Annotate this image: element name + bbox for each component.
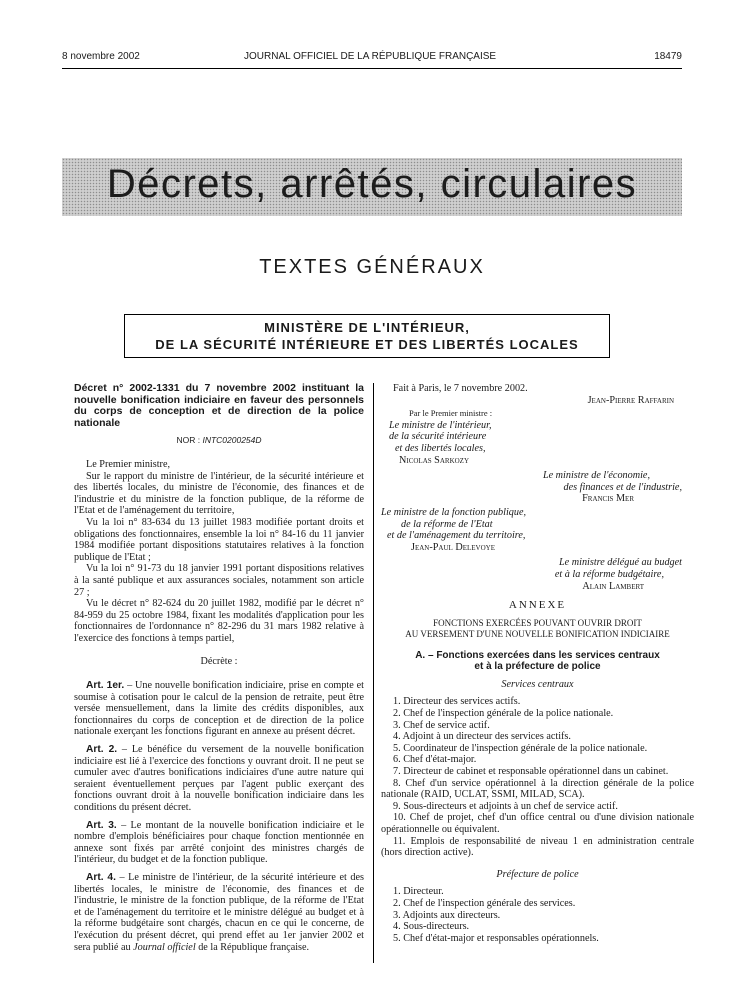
preamble-paragraph: Vu la loi n° 91-73 du 18 janvier 1991 portant dispositions relatives à la santé publique et aux assurances sociales, notamment son article 27 ; [74,563,364,598]
signature-title-line: et des libertés locales, [395,442,486,454]
article-text: – Le ministre de l'intérieur, de la sécurité intérieure et des libertés locales, le ministre de l'économie, des finances et de l'industrie, le ministre de la fonction publique, de la réforme de l'Etat et de l'aménagement du territoire et le ministre délégué au budget et à la réforme budgétaire sont chargés, chacun en ce qui le concerne, de l'exécution du présent décret, qui prend effet au 1er janvier 2002 et sera publié au [74,871,364,953]
article-text-end: de la République française. [195,941,310,953]
section-title: TEXTES GÉNÉRAUX [259,256,485,278]
list-item: 2. Chef de l'inspection générale des services. [393,897,576,909]
list-item: 9. Sous-directeurs et adjoints à un chef de service actif. [393,800,618,812]
list-item: 4. Adjoint à un directeur des services actifs. [393,731,571,743]
prefecture-heading: Préfecture de police [496,868,579,880]
fonction-publique-title [381,507,694,542]
article-2 [74,744,364,814]
preamble-paragraph: Vu la loi n° 83-634 du 13 juillet 1983 modifiée portant droits et obligations des fonctionnaires, ensemble la loi n° 84-16 du 11 janvier 1984 modifiée portant dispositions statutaires relatives à la fonction publique de l'Etat ; [74,516,364,563]
article-label: Art. 4. [86,871,116,883]
section-a-heading [381,650,694,673]
place-date: Fait à Paris, le 7 novembre 2002. [393,383,528,394]
interieur-name: Nicolas Sarkozy [399,454,470,466]
preamble-paragraph: Le Premier ministre, [86,458,171,470]
signature-title-line: Le ministre délégué au budget [559,557,682,569]
preamble-paragraph: Sur le rapport du ministre de l'intérieur, de la sécurité intérieure et des libertés locales, du ministre de l'économie, des finances et de l'industrie et du ministre de la fonction publique, de la réforme de l'Etat et de l'aménagement du territoire, [74,470,364,517]
article-text: – Le montant de la nouvelle bonification indiciaire et le nombre d'emplois bénéficiaires pour chaque fonction mentionnée en annexe sont fixés par arrêté conjoint des ministres chargés de l'intérieur, du budget et de la fonction publique. [74,819,365,866]
list-item: 2. Chef de l'inspection générale de la police nationale. [393,708,614,720]
ministry-line-1: MINISTÈRE DE L'INTÉRIEUR, [264,320,470,335]
list-item: 5. Coordinateur de l'inspection générale de la police nationale. [393,742,648,754]
article-text: – Une nouvelle bonification indiciaire, prise en compte et soumise à cotisation pour le calcul de la pension de retraite, peut être versée mensuellement, dans la limite des crédits disponibles, aux fonctionnaires du corps de conception et de direction de la police nationale exerçant les fonctions figurant en annexe au présent décret. [74,680,364,738]
section-a-line-2: et à la préfecture de police [474,661,601,673]
signature-title-line: Le ministre de la fonction publique, [381,506,527,518]
header-journal-title: JOURNAL OFFICIEL DE LA RÉPUBLIQUE FRANÇAISE [244,51,497,62]
list-item: 3. Adjoints aux directeurs. [393,909,501,921]
annexe-title: ANNEXE [508,599,567,612]
list-item: 3. Chef de service actif. [393,719,490,731]
header-rule [62,68,682,69]
article-4 [74,872,364,953]
signature-title-line: de la sécurité intérieure [389,431,487,443]
article-3 [74,820,364,866]
budget-name: Alain Lambert [582,580,644,592]
journal-officiel-italic: Journal officiel [133,941,196,953]
annexe-subtitle-2: AU VERSEMENT D'UNE NOUVELLE BONIFICATION INDICIAIRE [405,628,670,639]
section-banner [62,158,682,216]
interieur-title [389,420,694,455]
pm-signature: Jean-Pierre Raffarin [587,394,674,406]
decree-title: Décret n° 2002-1331 du 7 novembre 2002 instituant la nouvelle bonification indiciaire en faveur des personnels du corps de conception et de direction de la police nationale [74,382,364,429]
column-divider [373,383,374,963]
signature-title-line: Le ministre de l'économie, [542,470,650,482]
fonction-publique-name: Jean-Paul Delevoye [411,541,495,553]
article-label: Art. 2. [86,744,118,756]
banner-title: Décrets, arrêtés, circulaires [106,162,638,206]
list-item: 11. Emplois de responsabilité de niveau 1 en administration centrale (hors direction active). [381,835,694,859]
article-text: – Le bénéfice du versement de la nouvelle bonification indiciaire est lié à l'exercice des fonctions y ouvrant droit. Il ne peut se cumuler avec d'autres bonifications indiciaires d'une autre nature qui seraient éventuellement perçues par l'agent public exerçant des fonctions ouvrant droit à la nouvelle bonification indiciaire dans les conditions du présent décret. [74,744,364,813]
par-le-premier-ministre: Par le Premier ministre : [409,408,493,419]
list-item: 1. Directeur des services actifs. [393,696,521,708]
signature-title-line: et à la réforme budgétaire, [554,568,664,580]
list-item: 1. Directeur. [393,886,444,898]
annexe-subtitle-1: FONCTIONS EXERCÉES POUVANT OUVRIR DROIT [433,617,642,628]
nor-label: NOR : [176,435,201,446]
list-item: 7. Directeur de cabinet et responsable opérationnel dans un cabinet. [393,766,669,778]
running-header [62,51,682,65]
signature-title-line: de la réforme de l'Etat [401,518,493,530]
header-date: 8 novembre 2002 [62,51,140,62]
right-column [381,383,694,944]
economie-name: Francis Mer [582,493,634,505]
budget-title [381,557,682,580]
preamble-paragraph: Vu le décret n° 82-624 du 20 juillet 1982, modifié par le décret n° 84-959 du 25 octobre 1984, fixant les modalités d'application pour les fonctionnaires de l'ordonnance n° 82-296 du 31 mars 1982 relative à l'exercice des fonctions à temps partiel, [74,598,364,644]
ministry-box [124,314,610,358]
services-centraux-heading: Services centraux [501,678,574,690]
list-item: 4. Sous-directeurs. [393,921,470,933]
article-1 [74,680,364,738]
list-item: 6. Chef d'état-major. [393,754,477,766]
economie-title [381,470,682,493]
nor-code: INTC0200254D [202,435,262,446]
article-label: Art. 1er. [86,680,125,692]
left-column [74,383,364,953]
ministry-line-2: DE LA SÉCURITÉ INTÉRIEURE ET DES LIBERTÉS LOCALES [155,337,579,352]
signature-title-line: et de l'aménagement du territoire, [387,530,526,542]
header-page-number: 18479 [654,51,682,62]
list-item: 5. Chef d'état-major et responsables opérationnels. [393,932,599,944]
list-item: 8. Chef d'un service opérationnel à la direction générale de la police nationale (RAID, UCLAT, SSMI, MILAD, SCA). [381,777,694,801]
article-label: Art. 3. [86,819,117,831]
signature-title-line: des finances et de l'industrie, [563,481,682,493]
nor-reference [74,435,364,447]
list-item: 10. Chef de projet, chef d'un office central ou d'une division nationale opérationnelle ou équivalent. [381,812,694,835]
section-a-line-1: A. – Fonctions exercées dans les services centraux [415,649,660,661]
decrete-heading: Décrète : [200,656,238,668]
signature-title-line: Le ministre de l'intérieur, [389,419,492,431]
